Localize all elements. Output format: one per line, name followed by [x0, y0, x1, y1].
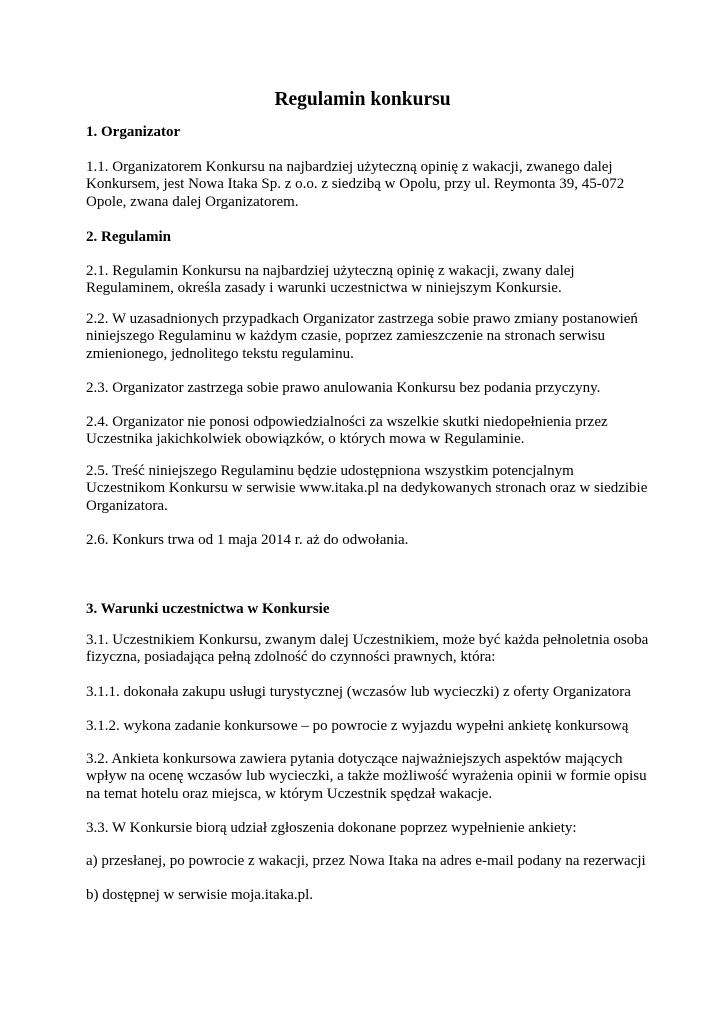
paragraph-2-1: 2.1. Regulamin Konkursu na najbardziej użyteczną opinię z wakacji, zwany dalej Regulaminem, określa zasady i warunki uczestnictwa w niniejszym Konkursie. [86, 263, 575, 297]
paragraph-3-1: 3.1. Uczestnikiem Konkursu, zwanym dalej Uczestnikiem, może być każda pełnoletnia osoba fizyczna, posiadająca pełną zdolność do czynności prawnych, która: [86, 632, 649, 666]
list-item-b: b) dostępnej w serwisie moja.itaka.pl. [86, 887, 314, 903]
paragraph-2-6: 2.6. Konkurs trwa od 1 maja 2014 r. aż do odwołania. [86, 532, 409, 548]
paragraph-2-5: 2.5. Treść niniejszego Regulaminu będzie udostępniona wszystkim potencjalnym Uczestnikom Konkursu w serwisie www.itaka.pl na dedykowanych stronach oraz w siedzibie Organizatora. [86, 463, 648, 514]
paragraph-3-1-1: 3.1.1. dokonała zakupu usługi turystycznej (wczasów lub wycieczki) z oferty Organizatora [86, 684, 631, 700]
section-heading-3: 3. Warunki uczestnictwa w Konkursie [86, 601, 330, 617]
paragraph-3-2: 3.2. Ankieta konkursowa zawiera pytania dotyczące najważniejszych aspektów mających wpływ na ocenę wczasów lub wycieczki, a także możliwość wyrażenia opinii w formie opisu na temat hotelu oraz miejsca, w którym Uczestnik spędzał wakacje. [86, 751, 647, 802]
paragraph-3-1-2: 3.1.2. wykona zadanie konkursowe – po powrocie z wyjazdu wypełni ankietę konkursową [86, 718, 629, 734]
paragraph-2-2: 2.2. W uzasadnionych przypadkach Organizator zastrzega sobie prawo zmiany postanowień niniejszego Regulaminu w każdym czasie, poprzez zamieszczenie na stronach serwisu zmienionego, jednolitego tekstu regulaminu. [86, 311, 638, 362]
paragraph-3-3: 3.3. W Konkursie biorą udział zgłoszenia dokonane poprzez wypełnienie ankiety: [86, 820, 577, 836]
section-heading-1: 1. Organizator [86, 124, 181, 140]
paragraph-2-4: 2.4. Organizator nie ponosi odpowiedzialności za wszelkie skutki niedopełnienia przez Uczestnika jakichkolwiek obowiązków, o których mowa w Regulaminie. [86, 414, 608, 448]
list-item-a: a) przesłanej, po powrocie z wakacji, przez Nowa Itaka na adres e-mail podany na rezerwacji [86, 853, 646, 869]
paragraph-2-3: 2.3. Organizator zastrzega sobie prawo anulowania Konkursu bez podania przyczyny. [86, 380, 601, 396]
section-heading-2: 2. Regulamin [86, 229, 172, 245]
document-title: Regulamin konkursu [274, 89, 451, 110]
paragraph-1-1: 1.1. Organizatorem Konkursu na najbardziej użyteczną opinię z wakacji, zwanego dalej Konkursem, jest Nowa Itaka Sp. z o.o. z siedzibą w Opolu, przy ul. Reymonta 39, 45-072 Opole, zwana dalej Organizatorem. [86, 159, 625, 210]
